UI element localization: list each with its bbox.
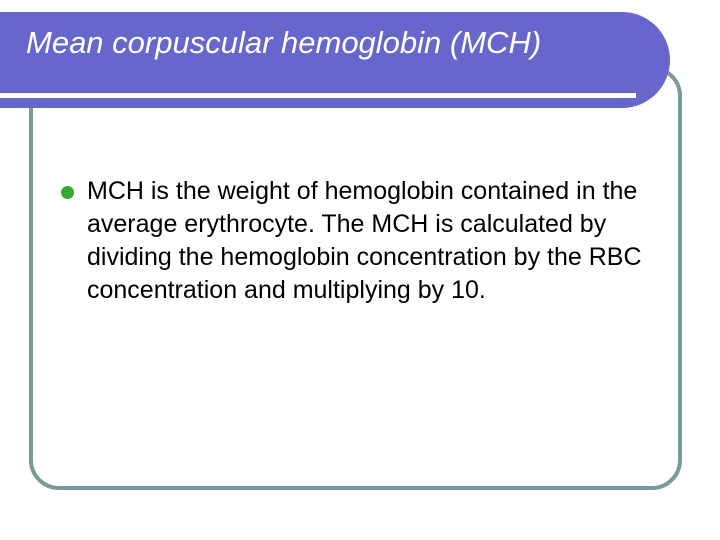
bullet-list: [60, 175, 660, 307]
title-underline: [0, 93, 636, 98]
bullet-item: [60, 175, 660, 307]
bullet-dot-icon: [61, 186, 74, 199]
bullet-text: MCH is the weight of hemoglobin contained in the average erythrocyte. The MCH is calculated by dividing the hemoglobin concentration by the RBC concentration and multiplying by 10.: [87, 177, 642, 304]
slide-title: Mean corpuscular hemoglobin (MCH): [26, 25, 542, 60]
